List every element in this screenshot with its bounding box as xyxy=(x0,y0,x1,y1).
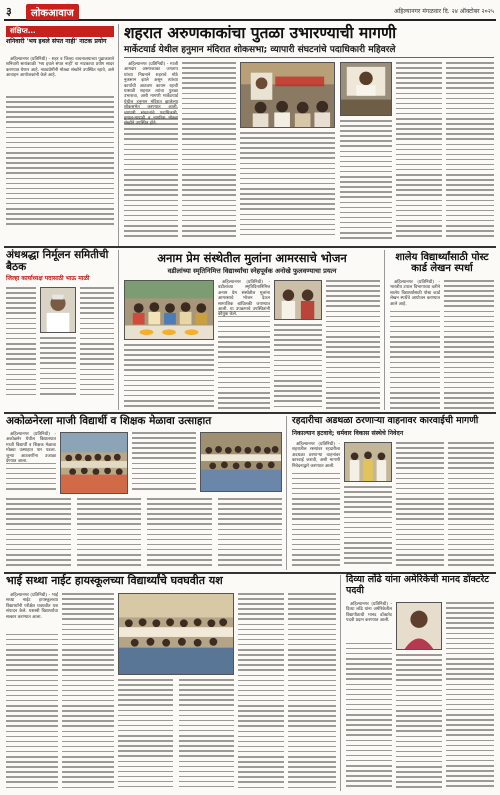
column-rule xyxy=(118,24,119,246)
doctor-body-text: अहिल्यानगर (प्रतिनिधी) - दिव्या लोंढे यांना अमेरिकेतील विद्यापीठाची मानद डॉक्टरेट पदवी प्रदान करण्यात आली. xyxy=(346,602,392,624)
lead-text-col-2 xyxy=(182,62,236,242)
lead-text-col-6 xyxy=(446,62,494,242)
lead-headline: शहरात अरुणकाकांचा पुतळा उभारण्याची मागणी xyxy=(124,24,397,42)
brief-text-continuation xyxy=(6,96,114,236)
newspaper-logo: लोकआवाज xyxy=(26,4,79,20)
postcard-headline: शालेय विद्यार्थ्यांसाठी पोस्ट कार्ड लेखन स्पर्धा xyxy=(395,252,489,275)
lead-rule xyxy=(124,57,494,58)
section-divider xyxy=(4,412,496,414)
traffic-text-col-2 xyxy=(344,486,392,570)
masthead xyxy=(4,3,496,21)
traffic-body-text: अहिल्यानगर (प्रतिनिधी) - शहरातील रस्त्यांवर रहदारीला अडथळा ठरणाऱ्या वाहनांवर कारवाई करावी, अशी मागणी निवेदनाद्वारे करण्यात आली. xyxy=(292,442,340,469)
bhojan-text-col-3 xyxy=(274,324,322,410)
lead-body xyxy=(124,62,178,127)
andhashraddha-subhead: जिल्हा कार्याध्यक्ष पदासाठी भाऊ माळी xyxy=(6,275,90,282)
andhashraddha-portrait xyxy=(40,287,76,333)
bhojan-text-col-4 xyxy=(326,280,380,410)
traffic-text-col-3 xyxy=(396,442,444,570)
alumni-body xyxy=(6,432,56,465)
night-school-body xyxy=(6,593,58,631)
doctor-headline: दिव्या लोंढे यांना अमेरिकेची मानद डॉक्टरेट पदवी xyxy=(346,574,490,596)
alumni-headline: अकोळनेरला माजी विद्यार्थी व शिक्षक मेळावा उत्साहात xyxy=(6,415,212,427)
page-number: ३ xyxy=(6,5,12,18)
brief-section-label: संक्षिप्त... xyxy=(6,26,114,37)
night-school-text-col-4 xyxy=(288,593,336,789)
postcard-body xyxy=(390,280,440,310)
bhojan-body-text: अहिल्यानगर (प्रतिनिधी) - वडीलांच्या स्मृतिदिनानिमित्त अनाम प्रेम संस्थेतील मुलांना आमरसाचे भोजन देऊन सामाजिक बांधिलकी जपण्यात आली. या उपक्रमाचे उपस्थितांनी कौतुक केले. xyxy=(218,280,270,318)
doctor-text-col-3 xyxy=(446,602,494,790)
night-school-text-cols xyxy=(118,679,234,789)
night-school-text-col-3 xyxy=(238,593,284,789)
traffic-text-col-4 xyxy=(448,442,494,570)
night-school-photo xyxy=(118,593,234,675)
lead-photo-2 xyxy=(340,62,392,116)
lead-subhead: मार्केटयार्ड येथील हनुमान मंदिरात शोकसभा; व्यापारी संघटनांचे पदाधिकारी महिवरले xyxy=(124,45,396,55)
alumni-text-col-2 xyxy=(132,432,196,492)
traffic-subhead: निकाल्यान हटवावे; धर्मवार विकास संस्थेचे निवेदन xyxy=(292,430,404,437)
lead-photo xyxy=(240,62,335,128)
bhojan-photo-2 xyxy=(274,280,322,320)
column-rule xyxy=(118,250,119,410)
bhojan-text-col-1 xyxy=(124,344,214,410)
postcard-body-text: अहिल्यानगर (प्रतिनिधी) - भारतीय टपाल विभागाच्या वतीने शालेय विद्यार्थ्यांसाठी पोस्ट कार्ड लेखन स्पर्धेचे आयोजन करण्यात आले आहे. xyxy=(390,280,440,307)
andhashraddha-text-col-3 xyxy=(40,337,76,397)
doctor-portrait xyxy=(396,602,442,650)
doctor-body xyxy=(346,602,392,640)
andhashraddha-headline: अंधश्रद्धा निर्मूलन समितीची बैठक xyxy=(6,249,109,273)
alumni-photo xyxy=(60,432,128,494)
night-school-text-col-2 xyxy=(62,593,114,789)
doctor-text-col-2 xyxy=(396,654,442,790)
dateline: अहिल्यानगर मंगळवार दि. २४ ऑक्टोबर २०२५ xyxy=(394,8,494,15)
brief-headline: शनिवारी 'भय इथले संपत नाही' नाटक प्रयोग xyxy=(6,38,107,45)
lead-text-col-3 xyxy=(240,132,335,242)
lead-body-text: अहिल्यानगर (प्रतिनिधी) - माजी आमदार अरुणकाका जगताप यांच्या निधनाने शहराचे मोठे नुकसान झाले असून त्यांच्या कार्याची आठवण कायम रहावी यासाठी शहरात त्यांचा पुतळा उभारावा, अशी मागणी मार्केटयार्ड येथील हनुमान मंदिरात झालेल्या शोकसभेत करण्यात आली. व्यापारी संघटनांचे पदाधिकारी, हमाल-मापाडी व नागरिक मोठ्या संख्येने उपस्थित होते. xyxy=(124,62,178,127)
lead-text-col-4 xyxy=(340,120,392,242)
bhojan-body xyxy=(218,280,270,318)
column-rule xyxy=(340,575,341,791)
traffic-body xyxy=(292,442,340,472)
bhojan-subhead: वडीलांच्या स्मृतिनिमित्त विद्यार्थ्यांचा स्नेहपूर्वक अनोखे फुलवण्याचा प्रयत्न xyxy=(167,267,337,275)
alumni-photo-2 xyxy=(200,432,282,492)
bhojan-headline: अनाम प्रेम संस्थेतील मुलांना आमरसाचे भोजन xyxy=(157,251,347,265)
andhashraddha-text-col-2 xyxy=(80,287,114,397)
column-rule xyxy=(286,416,287,570)
lead-text-col-5 xyxy=(396,62,442,242)
column-rule xyxy=(384,250,385,410)
night-school-body-text: अहिल्यानगर (प्रतिनिधी) - भाई सथ्था नाईट हायस्कूलच्या विद्यार्थ्यांनी परीक्षेत घवघवीत यश संपादन केले. यशस्वी विद्यार्थ्यांचा सत्कार करण्यात आला. xyxy=(6,593,58,620)
traffic-photo xyxy=(344,442,392,482)
alumni-text-cols xyxy=(6,498,282,570)
night-school-headline: भाई सथ्था नाईट हायस्कूलच्या विद्यार्थ्यांचे घवघवीत यश xyxy=(6,574,223,587)
section-divider xyxy=(4,246,496,248)
postcard-text-col-2 xyxy=(444,280,494,410)
andhashraddha-text-col-1 xyxy=(6,287,36,397)
traffic-headline: रहदारीचा अडथळा ठरणाऱ्या वाहनावर कारवाईची मागणी xyxy=(292,415,479,426)
brief-body-text: अहिल्यानगर (प्रतिनिधी) - शहर व जिल्हा वाचनालयाच्या पुढाकाराने शनिवारी सायंकाळी 'भय इथले संपत नाही' या नाटकाचा प्रयोग सादर करण्यात येणार आहे. नाट्यप्रेमींनी मोठ्या संख्येने उपस्थित रहावे, असे आवाहन आयोजकांनी केले आहे. xyxy=(6,57,114,79)
bhojan-photo xyxy=(124,280,214,340)
alumni-body-text: अहिल्यानगर (प्रतिनिधी) - अकोळनेर येथील विद्यालयात माजी विद्यार्थी व शिक्षक मेळावा मोठ्या उत्साहात पार पडला. जुन्या आठवणींना उजाळा देण्यात आला. xyxy=(6,432,56,465)
